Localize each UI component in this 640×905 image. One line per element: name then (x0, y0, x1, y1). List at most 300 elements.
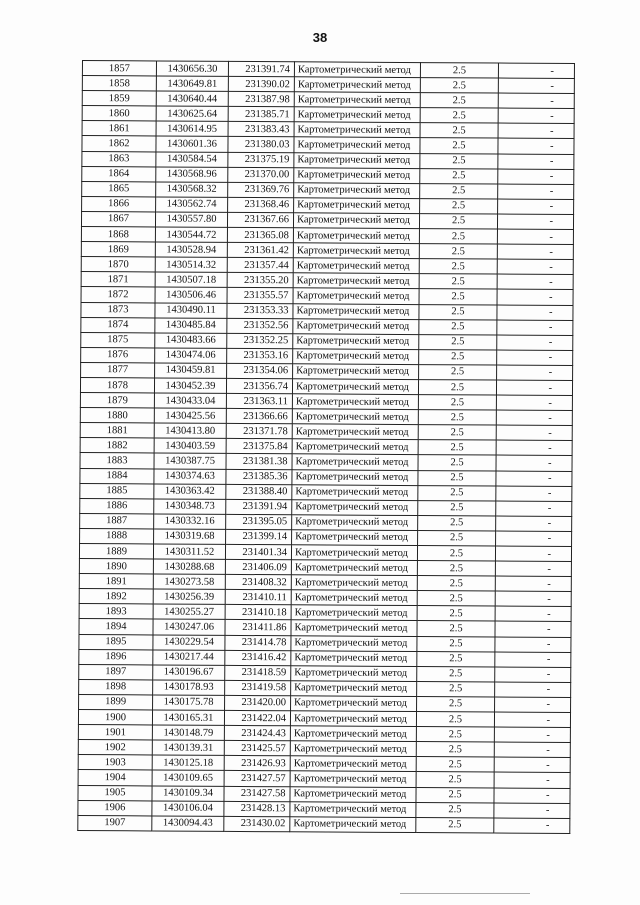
x-coordinate-cell: 1430165.31 (152, 710, 224, 726)
note-cell: - (498, 199, 574, 215)
x-coordinate-cell: 1430139.31 (152, 740, 224, 756)
accuracy-cell: 2.5 (416, 712, 494, 728)
method-cell: Картометрический метод (292, 394, 418, 410)
note-cell: - (495, 576, 571, 592)
x-coordinate-cell: 1430528.94 (155, 242, 227, 258)
note-cell: - (496, 455, 572, 471)
method-cell: Картометрический метод (290, 801, 416, 817)
method-cell: Картометрический метод (292, 469, 418, 485)
x-coordinate-cell: 1430568.32 (156, 182, 228, 198)
accuracy-cell: 2.5 (418, 530, 496, 546)
method-cell: Картометрический метод (293, 303, 419, 319)
y-coordinate-cell: 231424.43 (224, 726, 290, 741)
note-cell: - (496, 471, 572, 487)
accuracy-cell: 2.5 (419, 259, 497, 275)
accuracy-cell: 2.5 (419, 364, 497, 380)
accuracy-cell: 2.5 (418, 395, 496, 411)
note-cell: - (496, 425, 572, 441)
note-cell: - (497, 335, 573, 351)
note-cell: - (498, 169, 574, 185)
accuracy-cell: 2.5 (418, 470, 496, 486)
accuracy-cell: 2.5 (416, 772, 494, 788)
point-number-cell: 1883 (80, 453, 154, 469)
y-coordinate-cell: 231356.74 (226, 378, 292, 393)
method-cell: Картометрический метод (291, 635, 417, 651)
note-cell: - (497, 365, 573, 381)
accuracy-cell: 2.5 (417, 666, 495, 682)
point-number-cell: 1884 (80, 468, 154, 484)
method-cell: Картометрический метод (290, 741, 416, 757)
y-coordinate-cell: 231411.86 (225, 620, 291, 635)
y-coordinate-cell: 231366.66 (226, 409, 292, 424)
x-coordinate-cell: 1430288.68 (153, 559, 225, 575)
method-cell: Картометрический метод (291, 590, 417, 606)
note-cell: - (495, 637, 571, 653)
method-cell: Картометрический метод (293, 349, 419, 365)
x-coordinate-cell: 1430649.81 (156, 76, 228, 92)
y-coordinate-cell: 231380.03 (228, 137, 294, 152)
point-number-cell: 1895 (79, 634, 153, 650)
accuracy-cell: 2.5 (419, 214, 497, 230)
point-number-cell: 1906 (78, 800, 152, 816)
y-coordinate-cell: 231401.34 (225, 544, 291, 559)
y-coordinate-cell: 231368.46 (228, 197, 294, 212)
point-number-cell: 1876 (81, 347, 155, 363)
y-coordinate-cell: 231352.25 (227, 333, 293, 348)
accuracy-cell: 2.5 (419, 289, 497, 305)
accuracy-cell: 2.5 (417, 681, 495, 697)
x-coordinate-cell: 1430474.06 (155, 348, 227, 364)
point-number-cell: 1858 (82, 76, 156, 92)
accuracy-cell: 2.5 (419, 274, 497, 290)
y-coordinate-cell: 231425.57 (224, 741, 290, 756)
method-cell: Картометрический метод (292, 439, 418, 455)
note-cell: - (497, 229, 573, 245)
method-cell: Картометрический метод (294, 92, 420, 108)
note-cell: - (494, 742, 570, 758)
y-coordinate-cell: 231414.78 (225, 635, 291, 650)
x-coordinate-cell: 1430425.56 (154, 408, 226, 424)
accuracy-cell: 2.5 (416, 817, 494, 833)
table-row (78, 815, 570, 833)
point-number-cell: 1872 (81, 287, 155, 303)
accuracy-cell: 2.5 (420, 78, 498, 94)
method-cell: Картометрический метод (292, 515, 418, 531)
note-cell: - (497, 320, 573, 336)
point-number-cell: 1885 (80, 483, 154, 499)
method-cell: Картометрический метод (290, 756, 416, 772)
x-coordinate-cell: 1430196.67 (153, 665, 225, 681)
y-coordinate-cell: 231427.57 (224, 771, 290, 786)
y-coordinate-cell: 231367.66 (227, 212, 293, 227)
accuracy-cell: 2.5 (418, 410, 496, 426)
note-cell: - (495, 546, 571, 562)
note-cell: - (496, 501, 572, 517)
point-number-cell: 1863 (82, 151, 156, 167)
note-cell: - (494, 772, 570, 788)
accuracy-cell: 2.5 (417, 696, 495, 712)
y-coordinate-cell: 231406.09 (225, 559, 291, 574)
x-coordinate-cell: 1430640.44 (156, 91, 228, 107)
method-cell: Картометрический метод (291, 545, 417, 561)
x-coordinate-cell: 1430348.73 (154, 499, 226, 515)
accuracy-cell: 2.5 (416, 802, 494, 818)
method-cell: Картометрический метод (291, 575, 417, 591)
note-cell: - (497, 305, 573, 321)
coordinates-table (77, 60, 575, 834)
y-coordinate-cell: 231357.44 (227, 258, 293, 273)
y-coordinate-cell: 231391.74 (228, 61, 294, 76)
method-cell: Картометрический метод (291, 605, 417, 621)
point-number-cell: 1896 (79, 649, 153, 665)
y-coordinate-cell: 231419.58 (225, 680, 291, 695)
x-coordinate-cell: 1430217.44 (153, 650, 225, 666)
point-number-cell: 1890 (79, 559, 153, 575)
y-coordinate-cell: 231381.38 (226, 454, 292, 469)
x-coordinate-cell: 1430374.63 (154, 468, 226, 484)
y-coordinate-cell: 231354.06 (227, 363, 293, 378)
y-coordinate-cell: 231361.42 (227, 243, 293, 258)
accuracy-cell: 2.5 (420, 108, 498, 124)
method-cell: Картометрический метод (290, 771, 416, 787)
method-cell: Картометрический метод (290, 711, 416, 727)
method-cell: Картометрический метод (292, 379, 418, 395)
x-coordinate-cell: 1430625.64 (156, 106, 228, 122)
y-coordinate-cell: 231428.13 (224, 801, 290, 816)
method-cell: Картометрический метод (292, 424, 418, 440)
note-cell: - (494, 727, 570, 743)
point-number-cell: 1888 (80, 528, 154, 544)
note-cell: - (497, 274, 573, 290)
point-number-cell: 1874 (81, 317, 155, 333)
point-number-cell: 1882 (80, 438, 154, 454)
point-number-cell: 1894 (79, 619, 153, 635)
x-coordinate-cell: 1430507.18 (155, 272, 227, 288)
y-coordinate-cell: 231385.71 (228, 107, 294, 122)
point-number-cell: 1879 (80, 393, 154, 409)
y-coordinate-cell: 231399.14 (226, 529, 292, 544)
accuracy-cell: 2.5 (419, 244, 497, 260)
method-cell: Картометрический метод (290, 726, 416, 742)
accuracy-cell: 2.5 (419, 319, 497, 335)
point-number-cell: 1871 (81, 272, 155, 288)
method-cell: Картометрический метод (290, 816, 416, 832)
point-number-cell: 1875 (81, 332, 155, 348)
method-cell: Картометрический метод (294, 183, 420, 199)
note-cell: - (498, 63, 574, 79)
accuracy-cell: 2.5 (419, 304, 497, 320)
accuracy-cell: 2.5 (417, 606, 495, 622)
point-number-cell: 1880 (80, 408, 154, 424)
accuracy-cell: 2.5 (420, 93, 498, 109)
note-cell: - (498, 78, 574, 94)
method-cell: Картометрический метод (293, 273, 419, 289)
method-cell: Картометрический метод (293, 333, 419, 349)
point-number-cell: 1904 (78, 770, 152, 786)
y-coordinate-cell: 231369.76 (228, 182, 294, 197)
accuracy-cell: 2.5 (420, 198, 498, 214)
note-cell: - (494, 757, 570, 773)
x-coordinate-cell: 1430256.39 (153, 589, 225, 605)
accuracy-cell: 2.5 (420, 168, 498, 184)
point-number-cell: 1901 (78, 725, 152, 741)
x-coordinate-cell: 1430452.39 (154, 378, 226, 394)
x-coordinate-cell: 1430584.54 (156, 152, 228, 168)
accuracy-cell: 2.5 (418, 455, 496, 471)
method-cell: Картометрический метод (293, 258, 419, 274)
x-coordinate-cell: 1430403.59 (154, 438, 226, 454)
y-coordinate-cell: 231353.16 (227, 348, 293, 363)
y-coordinate-cell: 231385.36 (226, 469, 292, 484)
accuracy-cell: 2.5 (418, 440, 496, 456)
point-number-cell: 1860 (82, 106, 156, 122)
accuracy-cell: 2.5 (420, 138, 498, 154)
point-number-cell: 1903 (78, 755, 152, 771)
y-coordinate-cell: 231355.57 (227, 288, 293, 303)
accuracy-cell: 2.5 (420, 153, 498, 169)
x-coordinate-cell: 1430514.32 (155, 257, 227, 273)
accuracy-cell: 2.5 (417, 561, 495, 577)
coordinates-table-container (77, 60, 575, 834)
x-coordinate-cell: 1430178.93 (153, 680, 225, 696)
y-coordinate-cell: 231430.02 (224, 816, 290, 831)
note-cell: - (498, 93, 574, 109)
method-cell: Картометрический метод (291, 650, 417, 666)
method-cell: Картометрический метод (294, 198, 420, 214)
accuracy-cell: 2.5 (420, 63, 498, 79)
method-cell: Картометрический метод (291, 620, 417, 636)
method-cell: Картометрический метод (294, 167, 420, 183)
point-number-cell: 1886 (80, 498, 154, 514)
method-cell: Картометрический метод (291, 666, 417, 682)
note-cell: - (494, 818, 570, 834)
accuracy-cell: 2.5 (417, 546, 495, 562)
method-cell: Картометрический метод (292, 484, 418, 500)
point-number-cell: 1869 (81, 242, 155, 258)
point-number-cell: 1898 (79, 679, 153, 695)
note-cell: - (495, 697, 571, 713)
y-coordinate-cell: 231383.43 (228, 122, 294, 137)
y-coordinate-cell: 231426.93 (224, 756, 290, 771)
note-cell: - (494, 788, 570, 804)
x-coordinate-cell: 1430311.52 (153, 544, 225, 560)
x-coordinate-cell: 1430319.68 (154, 529, 226, 545)
x-coordinate-cell: 1430148.79 (152, 725, 224, 741)
point-number-cell: 1907 (78, 815, 152, 831)
y-coordinate-cell: 231352.56 (227, 318, 293, 333)
note-cell: - (497, 259, 573, 275)
y-coordinate-cell: 231363.11 (226, 393, 292, 408)
x-coordinate-cell: 1430387.75 (154, 453, 226, 469)
point-number-cell: 1873 (81, 302, 155, 318)
y-coordinate-cell: 231391.94 (226, 499, 292, 514)
y-coordinate-cell: 231375.84 (226, 439, 292, 454)
point-number-cell: 1897 (79, 664, 153, 680)
accuracy-cell: 2.5 (420, 183, 498, 199)
note-cell: - (498, 184, 574, 200)
scan-artifact-line (400, 893, 530, 894)
x-coordinate-cell: 1430363.42 (154, 484, 226, 500)
note-cell: - (495, 606, 571, 622)
x-coordinate-cell: 1430485.84 (155, 318, 227, 334)
x-coordinate-cell: 1430125.18 (152, 755, 224, 771)
note-cell: - (495, 561, 571, 577)
method-cell: Картометрический метод (291, 681, 417, 697)
point-number-cell: 1862 (82, 136, 156, 152)
accuracy-cell: 2.5 (416, 787, 494, 803)
method-cell: Картометрический метод (294, 77, 420, 93)
note-cell: - (496, 395, 572, 411)
accuracy-cell: 2.5 (419, 334, 497, 350)
x-coordinate-cell: 1430247.06 (153, 619, 225, 635)
x-coordinate-cell: 1430175.78 (153, 695, 225, 711)
note-cell: - (495, 622, 571, 638)
x-coordinate-cell: 1430483.66 (155, 333, 227, 349)
method-cell: Картометрический метод (293, 288, 419, 304)
coordinates-table-body (78, 61, 575, 834)
method-cell: Картометрический метод (291, 560, 417, 576)
point-number-cell: 1868 (81, 227, 155, 243)
point-number-cell: 1878 (80, 377, 154, 393)
point-number-cell: 1905 (78, 785, 152, 801)
x-coordinate-cell: 1430109.65 (152, 770, 224, 786)
x-coordinate-cell: 1430490.11 (155, 302, 227, 318)
accuracy-cell: 2.5 (418, 425, 496, 441)
x-coordinate-cell: 1430332.16 (154, 514, 226, 530)
note-cell: - (496, 516, 572, 532)
note-cell: - (496, 410, 572, 426)
note-cell: - (496, 380, 572, 396)
x-coordinate-cell: 1430094.43 (152, 816, 224, 832)
y-coordinate-cell: 231353.33 (227, 303, 293, 318)
point-number-cell: 1857 (82, 61, 156, 77)
note-cell: - (498, 154, 574, 170)
point-number-cell: 1877 (81, 362, 155, 378)
x-coordinate-cell: 1430544.72 (155, 227, 227, 243)
note-cell: - (498, 123, 574, 139)
point-number-cell: 1864 (82, 166, 156, 182)
accuracy-cell: 2.5 (417, 636, 495, 652)
method-cell: Картометрический метод (292, 500, 418, 516)
accuracy-cell: 2.5 (418, 380, 496, 396)
method-cell: Картометрический метод (293, 243, 419, 259)
point-number-cell: 1865 (82, 181, 156, 197)
method-cell: Картометрический метод (292, 409, 418, 425)
accuracy-cell: 2.5 (419, 229, 497, 245)
x-coordinate-cell: 1430255.27 (153, 604, 225, 620)
method-cell: Картометрический метод (294, 62, 420, 78)
method-cell: Картометрический метод (294, 122, 420, 138)
x-coordinate-cell: 1430656.30 (156, 61, 228, 77)
page-number: 38 (312, 30, 328, 45)
method-cell: Картометрический метод (291, 696, 417, 712)
point-number-cell: 1867 (81, 211, 155, 227)
note-cell: - (494, 712, 570, 728)
y-coordinate-cell: 231388.40 (226, 484, 292, 499)
method-cell: Картометрический метод (294, 152, 420, 168)
point-number-cell: 1866 (82, 196, 156, 212)
point-number-cell: 1859 (82, 91, 156, 107)
note-cell: - (495, 652, 571, 668)
note-cell: - (497, 289, 573, 305)
note-cell: - (495, 591, 571, 607)
x-coordinate-cell: 1430562.74 (156, 197, 228, 213)
point-number-cell: 1887 (80, 513, 154, 529)
accuracy-cell: 2.5 (417, 651, 495, 667)
x-coordinate-cell: 1430459.81 (155, 363, 227, 379)
y-coordinate-cell: 231410.18 (225, 605, 291, 620)
x-coordinate-cell: 1430433.04 (154, 393, 226, 409)
point-number-cell: 1899 (79, 694, 153, 710)
y-coordinate-cell: 231355.20 (227, 273, 293, 288)
note-cell: - (496, 486, 572, 502)
point-number-cell: 1893 (79, 604, 153, 620)
accuracy-cell: 2.5 (420, 123, 498, 139)
accuracy-cell: 2.5 (416, 757, 494, 773)
y-coordinate-cell: 231370.00 (228, 167, 294, 182)
note-cell: - (498, 108, 574, 124)
x-coordinate-cell: 1430506.46 (155, 287, 227, 303)
note-cell: - (497, 350, 573, 366)
note-cell: - (496, 440, 572, 456)
note-cell: - (497, 244, 573, 260)
accuracy-cell: 2.5 (418, 515, 496, 531)
x-coordinate-cell: 1430109.34 (152, 785, 224, 801)
x-coordinate-cell: 1430106.04 (152, 801, 224, 817)
method-cell: Картометрический метод (293, 228, 419, 244)
accuracy-cell: 2.5 (416, 727, 494, 743)
point-number-cell: 1870 (81, 257, 155, 273)
y-coordinate-cell: 231387.98 (228, 92, 294, 107)
method-cell: Картометрический метод (290, 786, 416, 802)
x-coordinate-cell: 1430568.96 (156, 167, 228, 183)
x-coordinate-cell: 1430601.36 (156, 136, 228, 152)
note-cell: - (497, 214, 573, 230)
method-cell: Картометрический метод (294, 107, 420, 123)
y-coordinate-cell: 231365.08 (227, 227, 293, 242)
y-coordinate-cell: 231375.19 (228, 152, 294, 167)
y-coordinate-cell: 231422.04 (224, 710, 290, 725)
note-cell: - (495, 667, 571, 683)
x-coordinate-cell: 1430229.54 (153, 635, 225, 651)
x-coordinate-cell: 1430273.58 (153, 574, 225, 590)
point-number-cell: 1861 (82, 121, 156, 137)
method-cell: Картометрический метод (293, 213, 419, 229)
accuracy-cell: 2.5 (418, 500, 496, 516)
point-number-cell: 1900 (78, 710, 152, 726)
accuracy-cell: 2.5 (419, 349, 497, 365)
accuracy-cell: 2.5 (417, 591, 495, 607)
x-coordinate-cell: 1430413.80 (154, 423, 226, 439)
note-cell: - (496, 531, 572, 547)
accuracy-cell: 2.5 (417, 576, 495, 592)
method-cell: Картометрический метод (292, 454, 418, 470)
y-coordinate-cell: 231420.00 (225, 695, 291, 710)
method-cell: Картометрический метод (293, 318, 419, 334)
point-number-cell: 1889 (79, 543, 153, 559)
y-coordinate-cell: 231395.05 (226, 514, 292, 529)
point-number-cell: 1902 (78, 740, 152, 756)
note-cell: - (495, 682, 571, 698)
accuracy-cell: 2.5 (417, 621, 495, 637)
note-cell: - (498, 139, 574, 155)
method-cell: Картометрический метод (293, 364, 419, 380)
method-cell: Картометрический метод (292, 530, 418, 546)
x-coordinate-cell: 1430614.95 (156, 121, 228, 137)
x-coordinate-cell: 1430557.80 (155, 212, 227, 228)
y-coordinate-cell: 231390.02 (228, 76, 294, 91)
y-coordinate-cell: 231416.42 (225, 650, 291, 665)
